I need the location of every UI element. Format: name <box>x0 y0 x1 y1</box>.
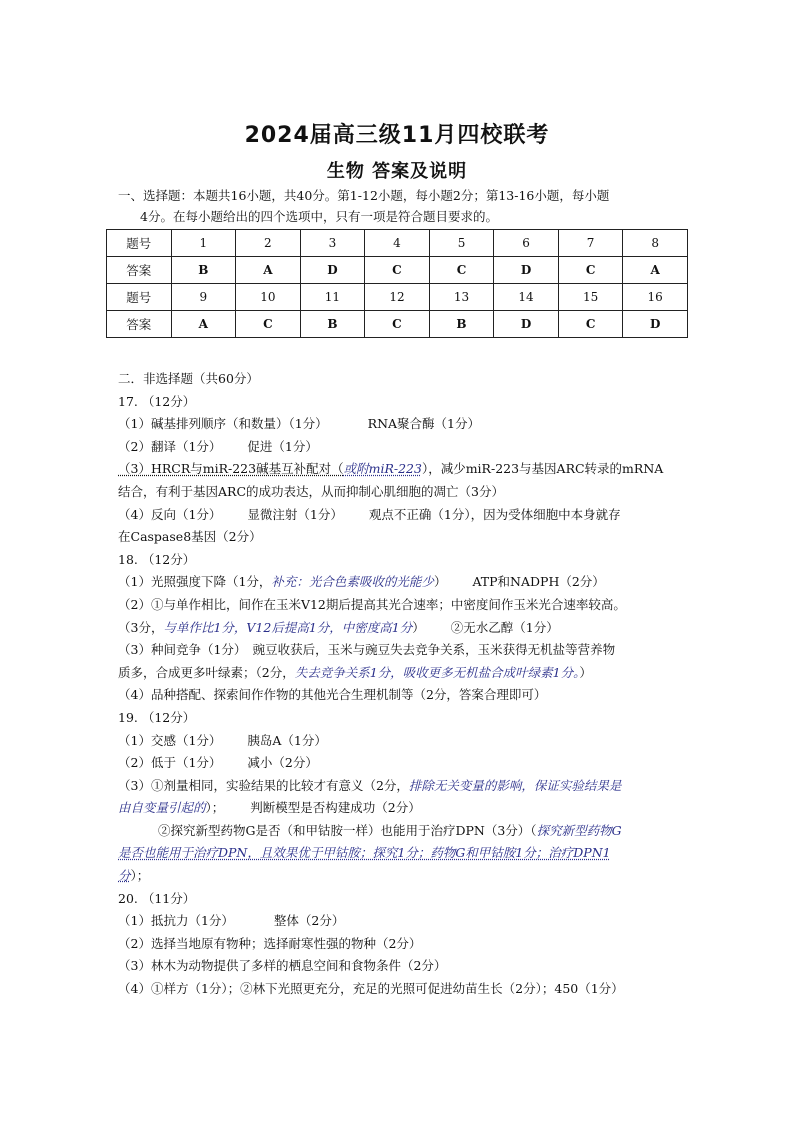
q19-line-1 <box>118 730 698 753</box>
q18-head: 18. （12分） <box>118 551 196 567</box>
answer-cell: D <box>300 257 365 284</box>
q17-head: 17. （12分） <box>118 393 196 409</box>
q20-line-4: （4）①样方（1分）；②林下光照更充分，充足的光照可促进幼苗生长（2分）；450（1分） <box>118 981 624 997</box>
answer-cell: C <box>429 257 494 284</box>
text: 减小（2分） <box>247 755 318 771</box>
text: ）； <box>130 868 150 884</box>
table-row <box>107 230 688 257</box>
section-two <box>118 368 698 1001</box>
q19-line-5 <box>118 820 698 843</box>
text: 判断模型是否构建成功（2分） <box>250 800 421 816</box>
q20-line-1 <box>118 910 698 933</box>
question-number: 12 <box>365 284 430 311</box>
text: （2）低于（1分） <box>118 755 222 771</box>
answer-table <box>106 229 688 338</box>
section-two-header: 二．非选择题（共60分） <box>118 371 259 386</box>
text: 胰岛A（1分） <box>247 732 327 748</box>
text: （4）反向（1分） <box>118 506 222 522</box>
text: （1）抵抗力（1分） <box>118 913 234 929</box>
question-number: 11 <box>300 284 365 311</box>
row-label-answer: 答案 <box>107 257 172 284</box>
table-row <box>107 311 688 338</box>
text: （3）①剂量相同，实验结果的比较才有意义（2分， <box>118 777 409 793</box>
question-number: 15 <box>558 284 623 311</box>
text: ） <box>433 574 447 590</box>
q17-line-1 <box>118 413 698 436</box>
answer-cell: C <box>236 311 301 338</box>
text: ） <box>579 664 592 680</box>
text: 观点不正确（1分），因为受体细胞中本身就存 <box>368 506 621 522</box>
answer-cell: D <box>623 311 688 338</box>
note: 或附miR-223 <box>343 461 422 477</box>
question-number: 2 <box>236 230 301 257</box>
text: RNA聚合酶（1分） <box>367 416 481 432</box>
q17-line-4: 结合，有利于基因ARC的成功表达，从而抑制心肌细胞的凋亡（3分） <box>118 483 504 499</box>
q18-line-5 <box>118 662 698 685</box>
instructions-line-2: 4分。在每小题给出的四个选项中，只有一项是符合题目要求的。 <box>140 209 498 224</box>
text: （1）碱基排列顺序（和数量）（1分） <box>118 416 328 432</box>
text: 质多，合成更多叶绿素；（2分， <box>118 664 295 680</box>
q18-line-6: （4）品种搭配、探索间作作物的其他光合生理机制等（2分，答案合理即可） <box>118 687 547 703</box>
q19-line-7 <box>118 865 698 888</box>
answer-cell: C <box>365 257 430 284</box>
exam-subtitle: 生物 答案及说明 <box>326 161 468 182</box>
question-number: 1 <box>171 230 236 257</box>
note: 探究新型药物G <box>536 822 622 838</box>
text: 促进（1分） <box>247 438 318 454</box>
text: （1）交感（1分） <box>118 732 222 748</box>
question-number: 3 <box>300 230 365 257</box>
text: ），减少miR-223与基因ARC转录的mRNA <box>421 461 664 477</box>
q19-line-6 <box>118 842 698 865</box>
question-number: 7 <box>558 230 623 257</box>
note: 与单作比1分，V12后提高1分，中密度高1分 <box>163 619 413 635</box>
q19-line-3 <box>118 775 698 798</box>
text: ） <box>412 619 425 635</box>
q17-line-5 <box>118 504 698 527</box>
answer-cell: D <box>494 311 559 338</box>
q17-line-2 <box>118 436 698 459</box>
answer-cell: B <box>171 257 236 284</box>
text: 整体（2分） <box>273 913 345 929</box>
question-number: 13 <box>429 284 494 311</box>
q18-line-1 <box>118 571 698 594</box>
note: 排除无关变量的影响，保证实验结果是 <box>408 777 622 793</box>
exam-title: 2024届高三级11月四校联考 <box>244 123 550 148</box>
q18-line-2: （2）①与单作相比，间作在玉米V12期后提高其光合速率；中密度间作玉米光合速率较高。 <box>118 596 626 612</box>
question-number: 5 <box>429 230 494 257</box>
q19-line-4 <box>118 797 698 820</box>
text: 显微注射（1分） <box>247 506 343 522</box>
answer-cell: B <box>300 311 365 338</box>
q18-line-3 <box>118 617 698 640</box>
answer-cell: C <box>558 311 623 338</box>
text: （1）光照强度下降（1分， <box>118 574 272 590</box>
table-row <box>107 284 688 311</box>
answer-cell: B <box>429 311 494 338</box>
note: 补充：光合色素吸收的光能少 <box>271 574 434 590</box>
question-number: 6 <box>494 230 559 257</box>
note: 由自变量引起的 <box>118 800 206 816</box>
q19-line-2 <box>118 752 698 775</box>
question-number: 8 <box>623 230 688 257</box>
q19-head: 19. （12分） <box>118 709 196 725</box>
answer-cell: D <box>494 257 559 284</box>
answer-cell: A <box>236 257 301 284</box>
text: （3）HRCR与miR-223碱基互补配对（ <box>118 461 344 477</box>
question-number: 16 <box>623 284 688 311</box>
answer-cell: A <box>623 257 688 284</box>
question-number: 10 <box>236 284 301 311</box>
text: （3分， <box>118 619 164 635</box>
row-label-answer: 答案 <box>107 311 172 338</box>
text: ATP和NADPH（2分） <box>472 574 605 590</box>
answer-cell: C <box>365 311 430 338</box>
text: ②探究新型药物G是否（和甲钴胺一样）也能用于治疗DPN（3分）（ <box>158 822 537 838</box>
q18-line-4: （3）种间竞争（1分） 豌豆收获后，玉米与豌豆失去竞争关系，玉米获得无机盐等营养物 <box>118 642 616 658</box>
section-one-instructions <box>118 185 698 227</box>
instructions-line-1: 一、选择题：本题共16小题，共40分。第1-12小题，每小题2分；第13-16小题，每小题 <box>118 188 610 203</box>
row-label-question: 题号 <box>107 284 172 311</box>
question-number: 14 <box>494 284 559 311</box>
q17-line-3 <box>118 458 698 481</box>
answer-cell: A <box>171 311 236 338</box>
q20-line-3: （3）林木为动物提供了多样的栖息空间和食物条件（2分） <box>118 958 447 974</box>
text: ）； <box>205 800 225 816</box>
note: 是否也能用于治疗DPN，且效果优于甲钴胺；探究1分；药物G和甲钴胺1分；治疗DPN1 <box>118 845 611 861</box>
text: ②无水乙醇（1分） <box>450 619 559 635</box>
table-row <box>107 257 688 284</box>
question-number: 4 <box>365 230 430 257</box>
question-number: 9 <box>171 284 236 311</box>
answer-cell: C <box>558 257 623 284</box>
q17-line-6: 在Caspase8基因（2分） <box>118 529 262 545</box>
text: （2）翻译（1分） <box>118 438 222 454</box>
q20-line-2: （2）选择当地原有物种；选择耐寒性强的物种（2分） <box>118 935 422 951</box>
note: 失去竞争关系1分，吸收更多无机盐合成叶绿素1分。 <box>294 664 580 680</box>
row-label-question: 题号 <box>107 230 172 257</box>
note: 分 <box>118 868 131 884</box>
q20-head: 20. （11分） <box>118 890 196 906</box>
